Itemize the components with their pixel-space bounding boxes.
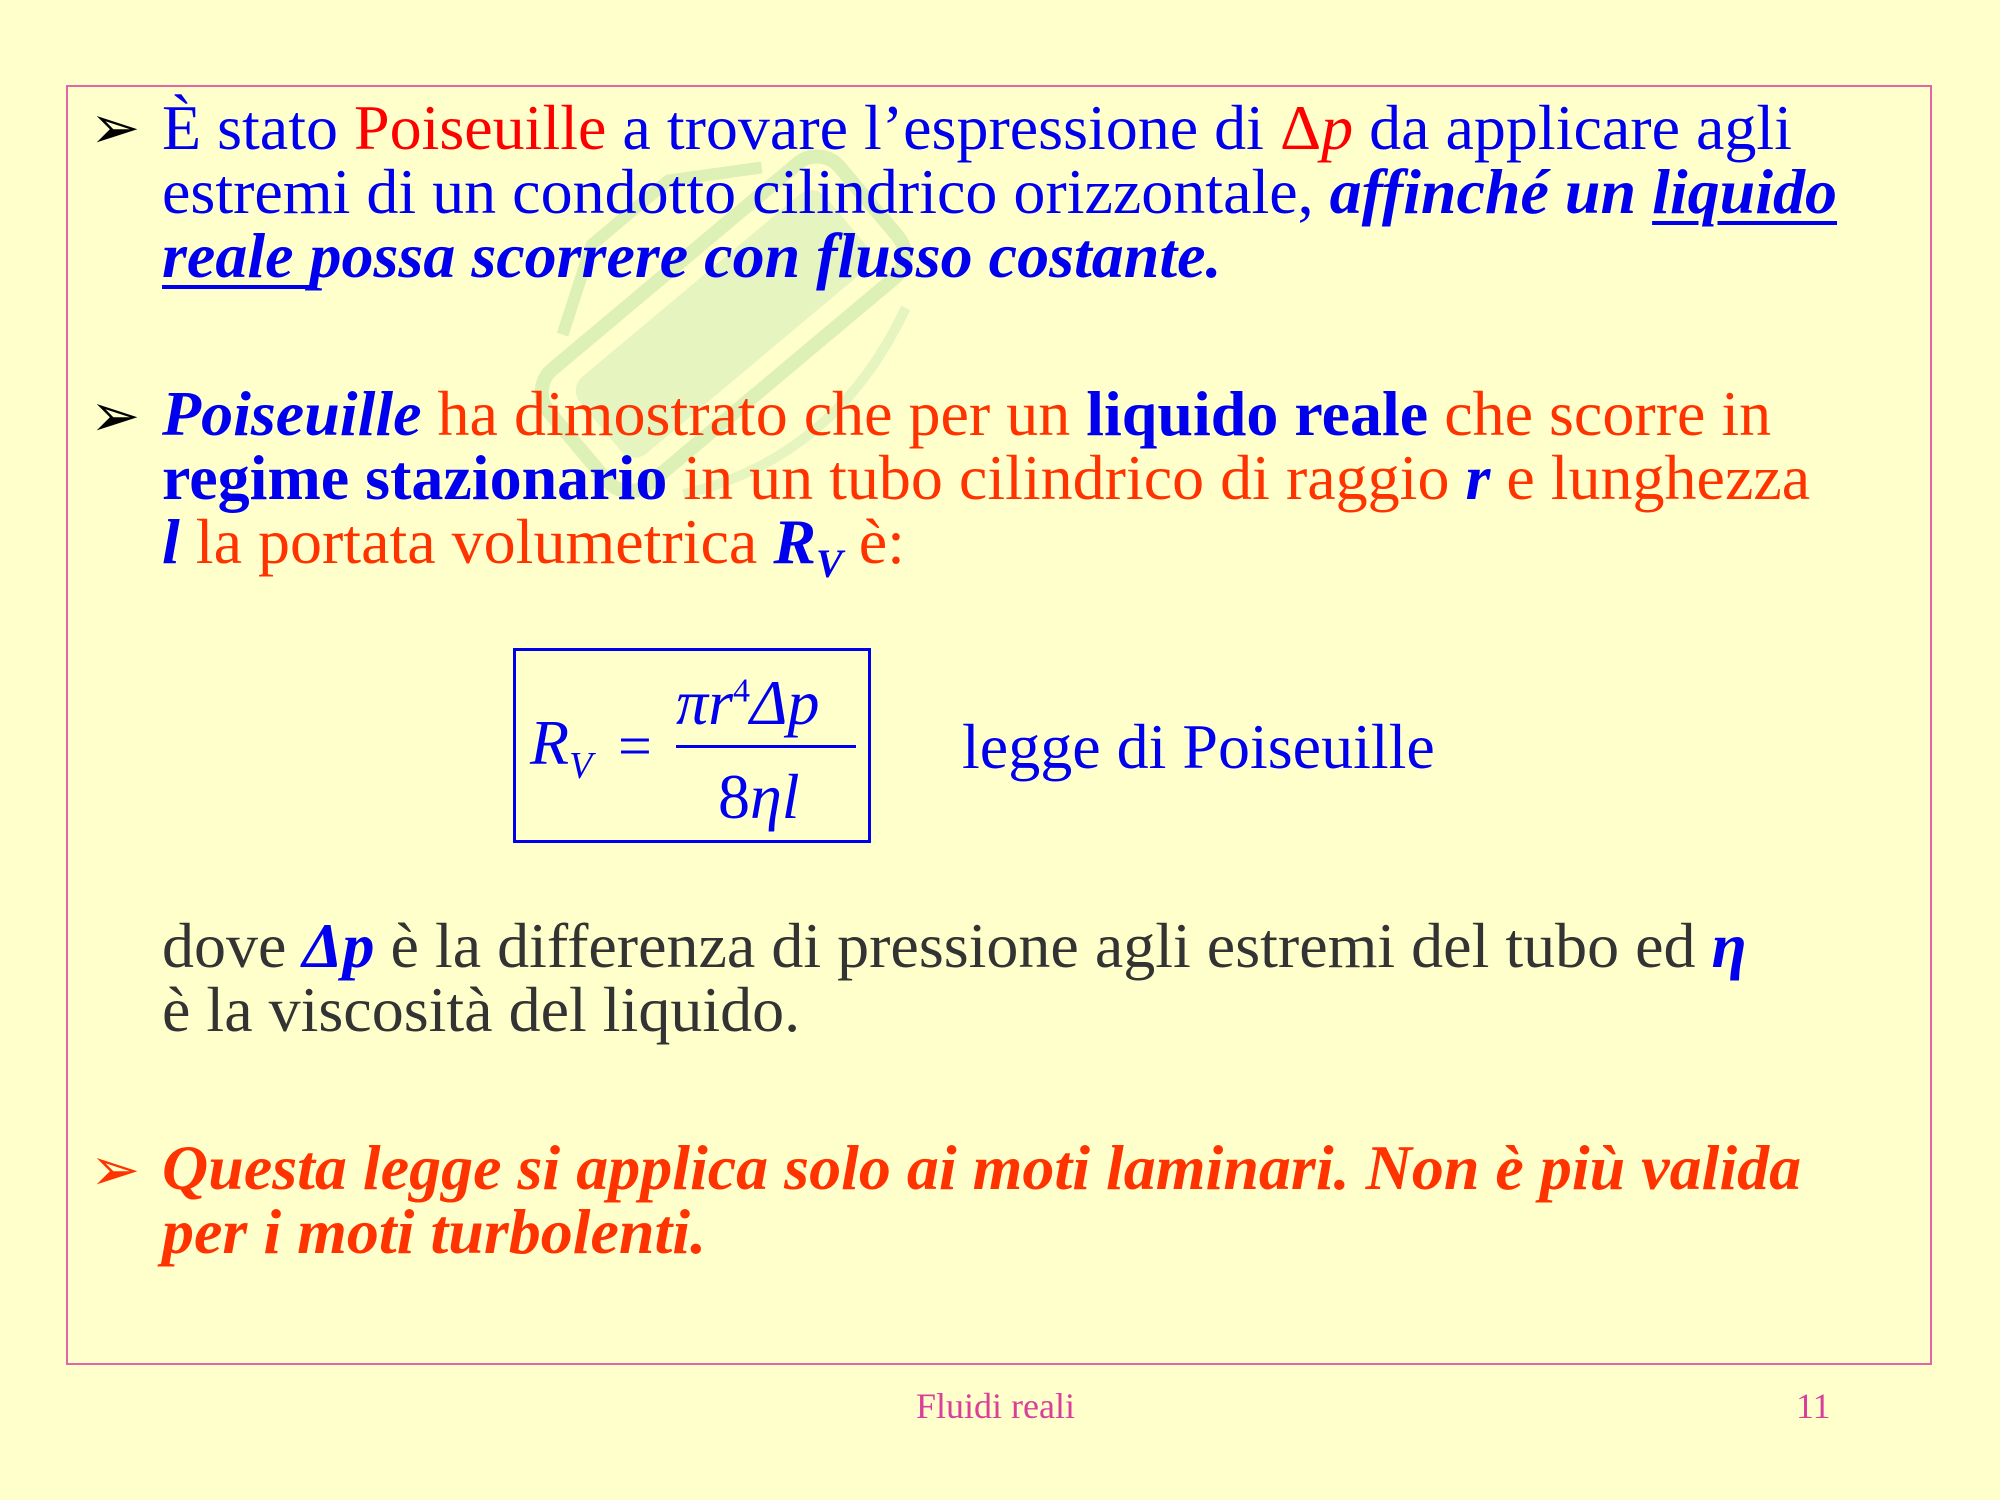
p3-delta-p: Δp <box>302 910 375 981</box>
footer-page-number: 11 <box>1796 1386 1831 1426</box>
p2-line2-d: e lunghezza <box>1490 442 1811 513</box>
p1-line2-a: estremi di un condotto cilindrico orizzontale, <box>162 156 1330 227</box>
paragraph-4 <box>162 1132 1922 1267</box>
formula-equals: = <box>618 713 652 779</box>
p3-text-b: è la differenza di pressione agli estremi del tubo ed <box>374 910 1712 981</box>
paragraph-2 <box>162 378 1922 596</box>
p3-text-a: dove <box>162 910 303 981</box>
paragraph-1-line-2 <box>162 156 1922 227</box>
formula-lhs <box>530 706 592 788</box>
p1-text-b: a trovare l’espressione di <box>606 92 1280 163</box>
paragraph-3-line-1 <box>162 910 1922 981</box>
paragraph-1-line-1 <box>162 92 1922 163</box>
formula-fraction-line <box>676 745 856 748</box>
p1-line2-b: affinché un <box>1329 156 1653 227</box>
p2-liquido-reale: liquido reale <box>1086 378 1429 449</box>
bullet-3-icon: ➢ <box>90 1135 141 1205</box>
paragraph-2-line-3 <box>162 506 1922 596</box>
p3-eta: η <box>1711 910 1747 981</box>
p2-text-a: ha dimostrato che per un <box>421 378 1087 449</box>
p2-line3-b: la portata volumetrica <box>179 506 774 577</box>
formula-denominator: 8ηl <box>718 761 800 832</box>
p2-text-b: che scorre in <box>1428 378 1772 449</box>
p1-poiseuille: Poiseuille <box>353 92 607 163</box>
formula-num-b: Δp <box>749 667 820 738</box>
p1-text-c: da applicare agli <box>1353 92 1792 163</box>
formula-lhs-sub: V <box>569 744 593 787</box>
p2-poiseuille: Poiseuille <box>162 378 422 449</box>
paragraph-2-line-1 <box>162 378 1922 449</box>
formula-numerator <box>676 666 820 740</box>
p1-p: p <box>1321 92 1354 163</box>
paragraph-3-line-2: è la viscosità del liquido. <box>162 974 801 1045</box>
p2-l: l <box>162 506 180 577</box>
formula-num-a: πr <box>676 667 733 738</box>
p2-line3-e: è: <box>842 506 905 577</box>
paragraph-2-line-2 <box>162 442 1922 513</box>
p1-line3-a: reale <box>162 220 310 291</box>
p1-text-a: È stato <box>162 92 354 163</box>
p2-V: V <box>816 540 843 586</box>
p2-line2-b: in un tubo cilindrico di raggio <box>667 442 1466 513</box>
formula-label: legge di Poiseuille <box>962 711 1435 782</box>
paragraph-4-line-1: Questa legge si applica solo ai moti laminari. Non è più valida <box>162 1132 1802 1203</box>
p2-R: R <box>773 506 816 577</box>
p2-regime: regime stazionario <box>162 442 668 513</box>
bullet-2-icon: ➢ <box>90 381 141 451</box>
footer-title: Fluidi reali <box>916 1386 1075 1426</box>
paragraph-4-line-2: per i moti turbolenti. <box>162 1196 707 1267</box>
paragraph-1 <box>162 92 1922 291</box>
bullet-1-icon: ➢ <box>90 93 141 163</box>
formula-num-exp: 4 <box>732 672 750 710</box>
p2-r: r <box>1465 442 1491 513</box>
p1-line3-b: possa scorrere con flusso costante. <box>309 220 1222 291</box>
paragraph-3 <box>162 910 1922 1045</box>
paragraph-1-line-3 <box>162 220 1922 291</box>
formula-lhs-R: R <box>530 707 570 778</box>
p1-line2-c: liquido <box>1652 156 1838 227</box>
p1-delta: Δ <box>1279 92 1322 163</box>
